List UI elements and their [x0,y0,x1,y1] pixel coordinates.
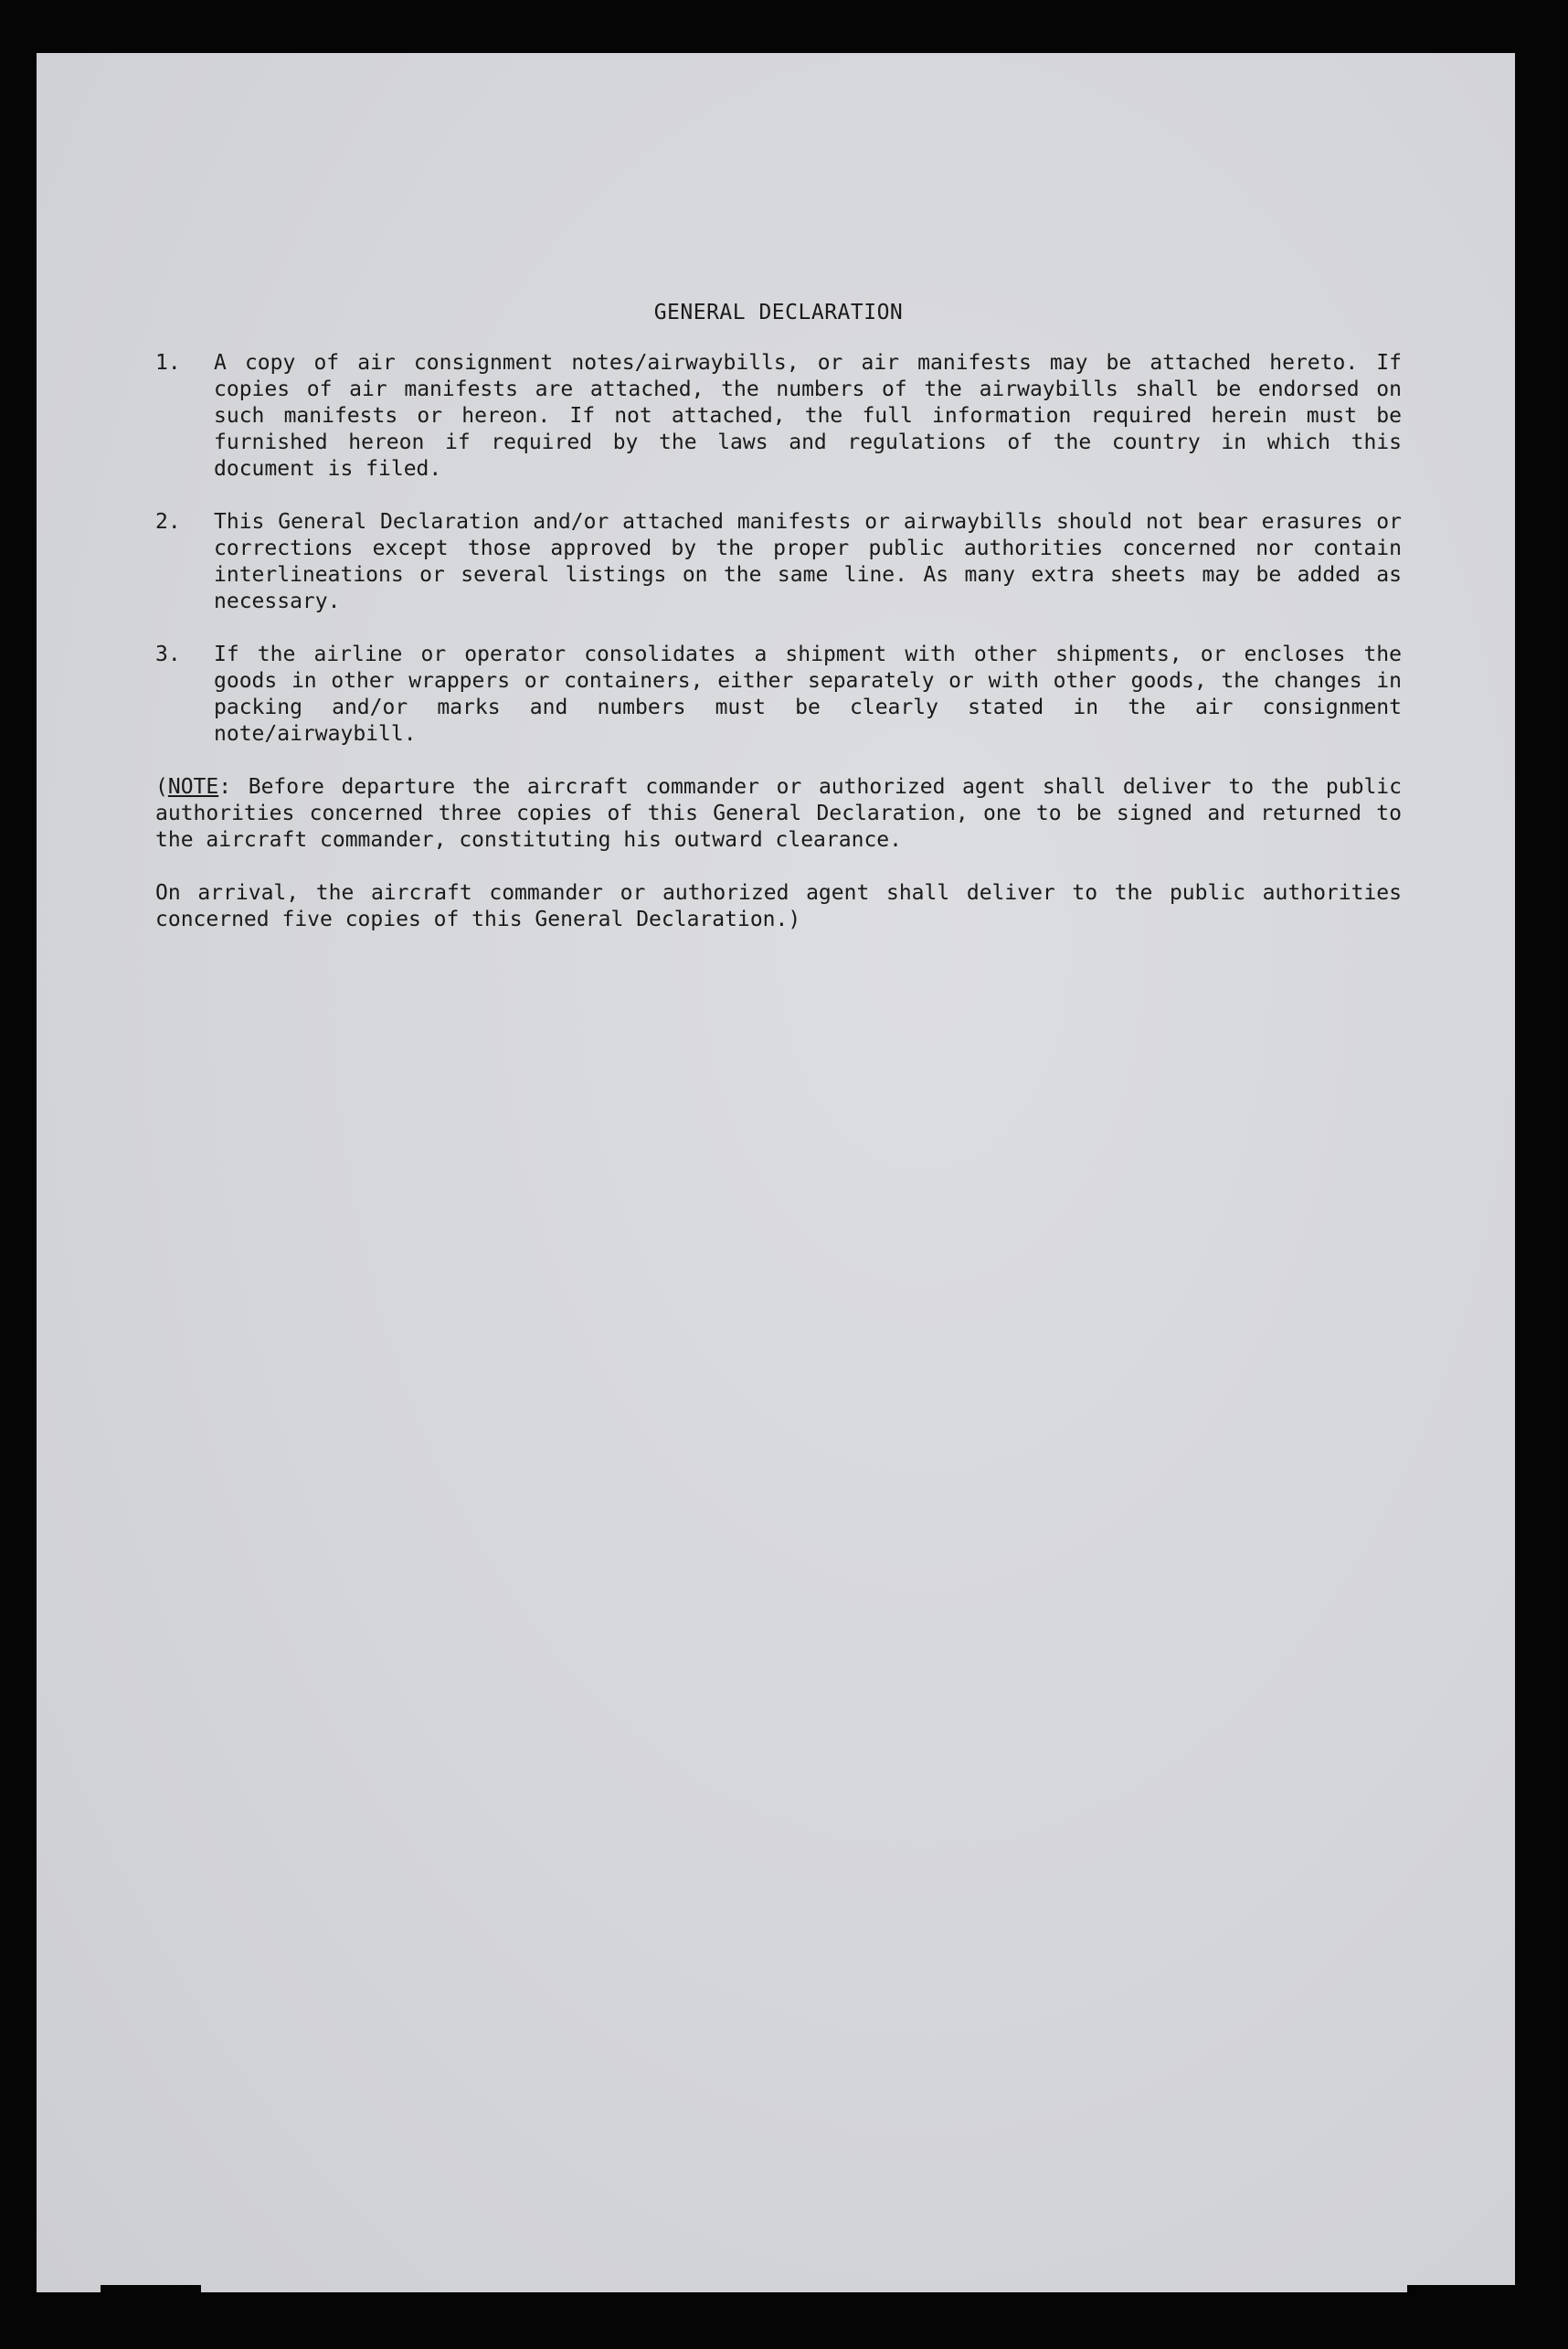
item-number: 1. [155,351,181,375]
torn-edge-right [1407,2285,1515,2349]
departure-note [155,774,1402,854]
document-sheet [37,53,1515,2292]
list-item-2 [155,509,1402,615]
torn-edge-left [101,2285,201,2349]
item-text: If the airline or operator consolidates a shipment with other shipments, or encloses the goods in other wrappers or containers, either separately or with other goods, the changes in packing and/or marks and numbers must be clearly stated in the air consignment note/airwaybill. [214,643,1402,746]
torn-edge-center [768,2303,886,2349]
item-text: This General Declaration and/or attached manifests or airwaybills should not bear erasures or corrections except those approved by the proper public authorities concerned nor contain interlineations or several listings on the same line. As many extra sheets may be added as necessary. [214,510,1402,613]
item-number: 3. [155,643,181,666]
document-body [155,300,1402,960]
list-item-1 [155,350,1402,483]
note-open-paren: ( [155,775,168,799]
note-text: : Before departure the aircraft commander or authorized agent shall deliver to the public authorities concerned three copies of this General Declaration, one to be signed and returned to the aircraft commander, constituting his outward clearance. [155,775,1402,852]
note-label: NOTE [167,775,219,799]
document-title: GENERAL DECLARATION [653,301,904,324]
item-number: 2. [155,510,181,534]
item-text: A copy of air consignment notes/airwaybills, or air manifests may be attached hereto. If copies of air manifests are attached, the numbers of the airwaybills shall be endorsed on such manifests or hereon. If not attached, the full information required herein must be furnished hereon if required by the laws and regulations of the country in which this document is filed. [214,351,1402,481]
list-item-3 [155,642,1402,748]
arrival-note: On arrival, the aircraft commander or authorized agent shall deliver to the public authorities concerned five copies of this General Declaration.) [155,881,1402,931]
